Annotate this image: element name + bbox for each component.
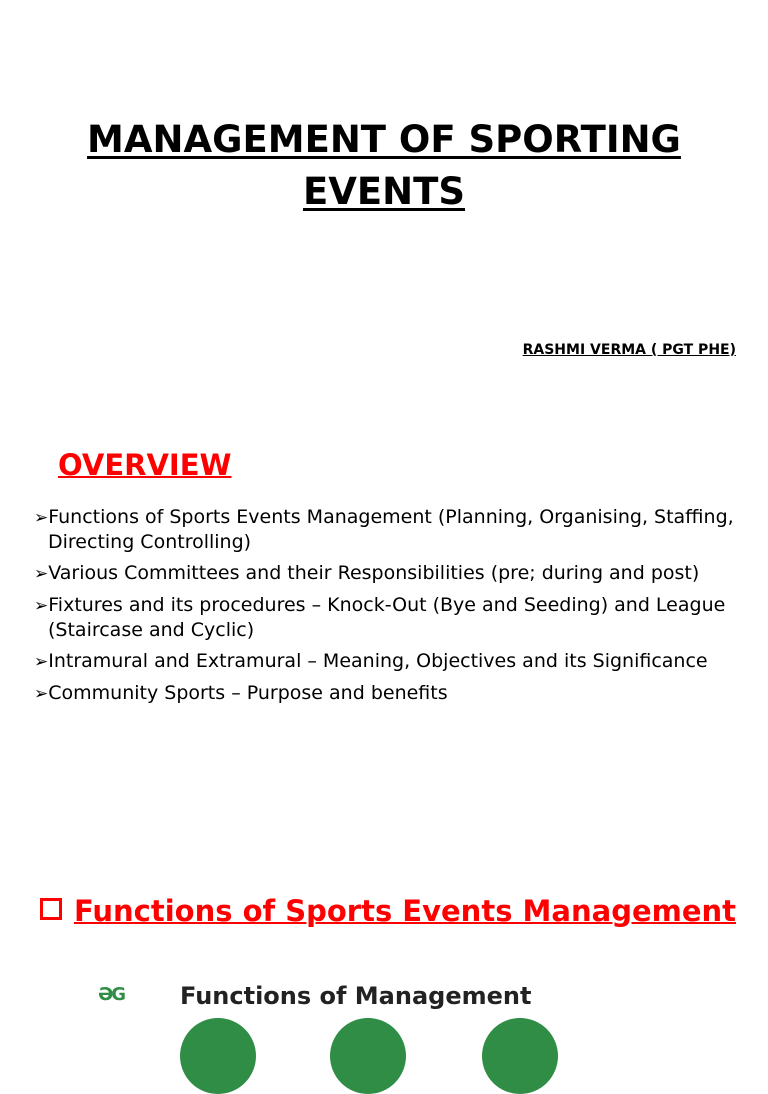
- list-item: [34, 593, 748, 642]
- list-item: [34, 649, 748, 674]
- figure-title: Functions of Management: [180, 982, 532, 1010]
- list-item-text: Various Committees and their Responsibilities (pre; during and post): [48, 562, 700, 584]
- hollow-square-icon: [40, 898, 62, 920]
- list-item: [34, 681, 748, 706]
- arrow-bullet-icon: ➢: [34, 684, 49, 704]
- section-title: Functions of Sports Events Management: [74, 894, 737, 928]
- function-circle-icon: [482, 1018, 558, 1094]
- overview-heading: OVERVIEW: [58, 448, 232, 482]
- slide-title: [0, 114, 768, 218]
- list-item-text: Community Sports – Purpose and benefits: [48, 682, 448, 704]
- author-credit: RASHMI VERMA ( PGT PHE): [522, 342, 736, 358]
- title-line-2: EVENTS: [302, 170, 466, 213]
- list-item-text: Intramural and Extramural – Meaning, Objectives and its Significance: [48, 650, 708, 672]
- list-item-text: Functions of Sports Events Management (Planning, Organising, Staffing, Directing Controlling): [48, 506, 734, 553]
- title-line-1: MANAGEMENT OF SPORTING: [87, 118, 681, 161]
- list-item-text: Fixtures and its procedures – Knock-Out (Bye and Seeding) and League (Staircase and Cyclic): [48, 594, 726, 641]
- list-item: [34, 505, 748, 554]
- arrow-bullet-icon: ➢: [34, 564, 49, 584]
- function-circle-icon: [330, 1018, 406, 1094]
- function-circle-icon: [180, 1018, 256, 1094]
- arrow-bullet-icon: ➢: [34, 508, 49, 528]
- arrow-bullet-icon: ➢: [34, 652, 49, 672]
- list-item: [34, 561, 748, 586]
- geeksforgeeks-logo-icon: ƏG: [98, 984, 125, 1005]
- arrow-bullet-icon: ➢: [34, 596, 49, 616]
